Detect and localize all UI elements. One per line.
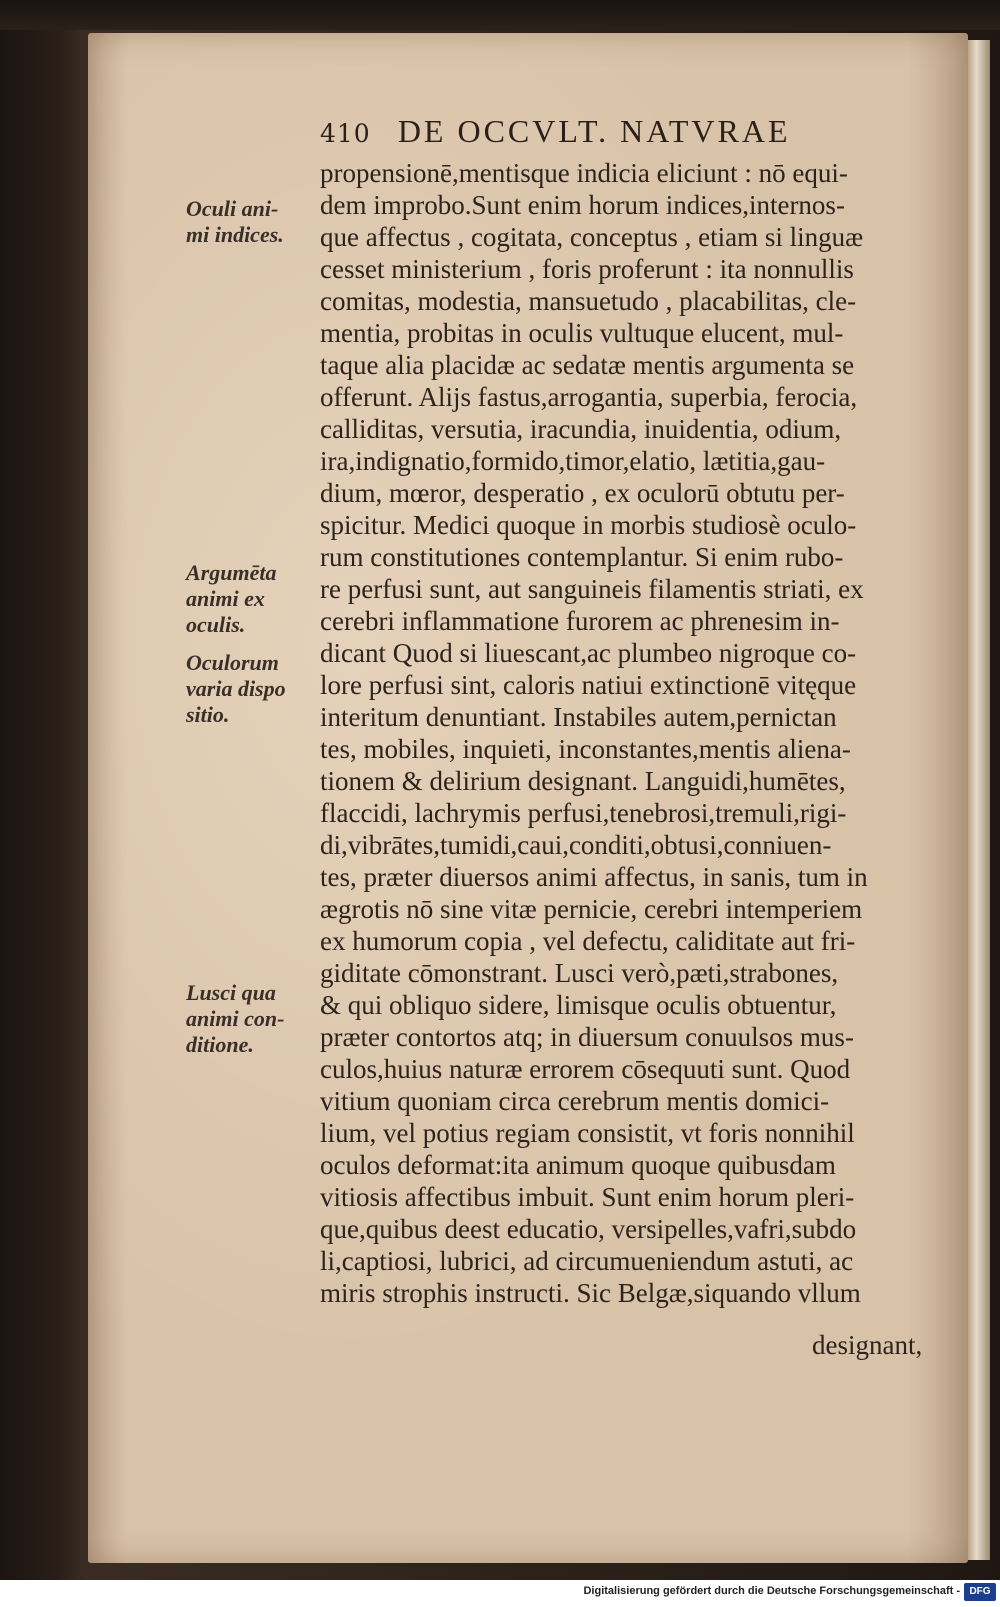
margin-note (186, 560, 321, 638)
text-line: que affectus , cogitata, conceptus , etiam si linguæ (320, 222, 864, 252)
margin-note-line: oculis. (186, 612, 246, 637)
text-line: offerunt. Alijs fastus,arrogantia, superbia, ferocia, (320, 382, 858, 412)
text-line: præter contortos atq; in diuersum conuulsos mus- (320, 1022, 854, 1052)
text-line: culos,huius naturæ errorem cōsequuti sunt. Quod (320, 1054, 851, 1084)
margin-note-line: Oculi ani- (186, 196, 279, 221)
text-line: cerebri inflammatione furorem ac phrenesim in- (320, 606, 840, 636)
catchword: designant, (812, 1330, 923, 1360)
margin-note (186, 196, 321, 248)
margin-note-line: animi ex (186, 586, 265, 611)
margin-note-line: animi con- (186, 1006, 285, 1031)
digitization-footer (0, 1580, 1000, 1607)
text-line: dem improbo.Sunt enim horum indices,internos- (320, 190, 845, 220)
text-line: giditate cōmonstrant. Lusci verò,pæti,strabones, (320, 958, 839, 988)
margin-note-line: varia dispo (186, 676, 286, 701)
text-line: comitas, modestia, mansuetudo , placabilitas, cle- (320, 286, 857, 316)
text-line: tes, mobiles, inquieti, inconstantes,mentis aliena- (320, 734, 851, 764)
text-line: di,vibrātes,tumidi,caui,conditi,obtusi,conniuen- (320, 830, 832, 860)
text-line: ira,indignatio,formido,timor,elatio, lætitia,gau- (320, 446, 826, 476)
book-binding (0, 0, 1000, 30)
margin-note-line: Lusci qua (186, 980, 276, 1005)
text-line: li,captiosi, lubrici, ad circumueniendum astuti, ac (320, 1246, 854, 1276)
funding-credit: Digitalisierung gefördert durch die Deutsche Forschungsgemeinschaft - (583, 1585, 960, 1597)
margin-note (186, 980, 321, 1058)
text-line: dium, mœror, desperatio , ex oculorū obtutu per- (320, 478, 845, 508)
page-edge (968, 40, 990, 1560)
text-line: que,quibus deest educatio, versipelles,vafri,subdo (320, 1214, 857, 1244)
text-line: oculos deformat:ita animum quoque quibusdam (320, 1150, 836, 1180)
dfg-logo-icon: DFG (964, 1583, 996, 1601)
margin-note-line: sitio. (186, 702, 230, 727)
text-line: re perfusi sunt, aut sanguineis filamentis striati, ex (320, 574, 864, 604)
text-line: & qui obliquo sidere, limisque oculis obtuentur, (320, 990, 837, 1020)
margin-note-line: mi indices. (186, 222, 284, 247)
running-title: DE OCCVLT. NATVRAE (397, 113, 791, 149)
text-line: ægrotis nō sine vitæ pernicie, cerebri intemperiem (320, 894, 863, 924)
text-line: lium, vel potius regiam consistit, vt foris nonnihil (320, 1118, 855, 1148)
text-line: cesset ministerium , foris proferunt : ita nonnullis (320, 254, 854, 284)
text-line: mentia, probitas in oculis vultuque elucent, mul- (320, 318, 844, 348)
margin-note-line: ditione. (186, 1032, 254, 1057)
text-line: taque alia placidæ ac sedatæ mentis argumenta se (320, 350, 855, 380)
text-line: interitum denuntiant. Instabiles autem,pernictan (320, 702, 837, 732)
text-line: propensionē,mentisque indicia eliciunt : nō equi- (320, 158, 848, 188)
running-header (320, 113, 880, 153)
text-line: vitium quoniam circa cerebrum mentis domici- (320, 1086, 830, 1116)
margin-note-line: Oculorum (186, 650, 279, 675)
page-number: 410 (320, 119, 371, 148)
text-line: vitiosis affectibus imbuit. Sunt enim horum pleri- (320, 1182, 855, 1212)
text-line: calliditas, versutia, iracundia, inuidentia, odium, (320, 414, 842, 444)
text-line: rum constitutiones contemplantur. Si enim rubo- (320, 542, 844, 572)
margin-note-line: Argumēta (186, 560, 277, 585)
text-line: tes, præter diuersos animi affectus, in sanis, tum in (320, 862, 868, 892)
margin-note (186, 650, 321, 728)
text-line: tionem & delirium designant. Languidi,humētes, (320, 766, 846, 796)
text-line: lore perfusi sint, caloris natiui extinctionē vitęque (320, 670, 857, 700)
text-line: ex humorum copia , vel defectu, caliditate aut fri- (320, 926, 856, 956)
text-line: spicitur. Medici quoque in morbis studiosè oculo- (320, 510, 857, 540)
text-line: miris strophis instructi. Sic Belgæ,siquando vllum (320, 1278, 861, 1308)
text-line: dicant Quod si liuescant,ac plumbeo nigroque co- (320, 638, 857, 668)
text-line: flaccidi, lachrymis perfusi,tenebrosi,tremuli,rigi- (320, 798, 847, 828)
